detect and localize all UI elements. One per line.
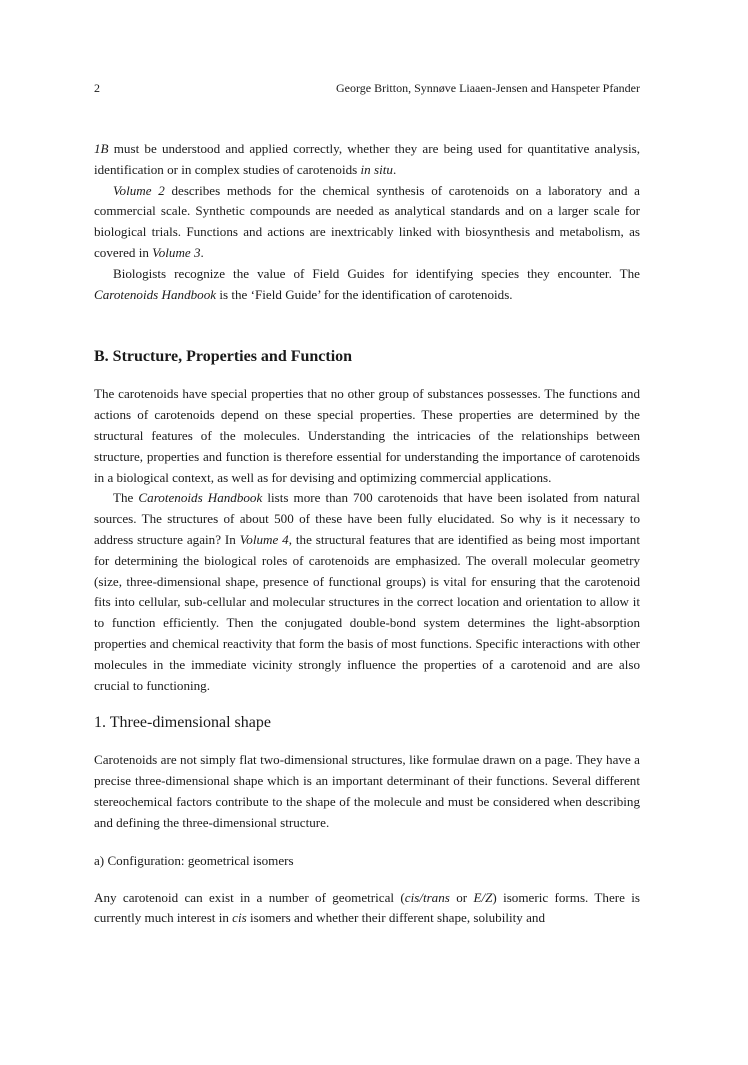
section-1-heading: 1. Three-dimensional shape [94,714,271,732]
section-1a-heading: a) Configuration: geometrical isomers [94,852,294,868]
section-b-paragraph-2: The Carotenoids Handbook lists more than 700 carotenoids that have been isolated from natural sources. The structures of about 500 of these have been fully elucidated. So why is it necessary to address structure again? In Volume 4, the structural features that are identified as being most important for determining the biological roles of carotenoids are emphasized. The overall molecular geometry (size, three-dimensional shape, presence of functional groups) is vital for ensuring that the carotenoid fits into cellular, sub-cellular and molecular structures in the correct location and orientation to allow it to function efficiently. Then the conjugated double-bond system determines the light-absorption properties and chemical reactivity that form the basis of most functions. Specific interactions with other molecules in the immediate vicinity strongly influence the properties of a carotenoid and are also crucial to functioning. [94,490,641,693]
intro-paragraph-3: Biologists recognize the value of Field Guides for identifying species they encounter. The Carotenoids Handbook is the ‘Field Guide’ for the identification of carotenoids. [94,265,640,302]
section-b-paragraph-1: The carotenoids have special properties that no other group of substances possesses. The functions and actions of carotenoids depend on these special properties. These properties are determined by the structural features of the molecules. Understanding the intricacies of the relationships between structure, properties and function is therefore essential for understanding the importance of carotenoids in a biological context, as well as for devising and optimizing commercial applications. [94,386,640,485]
section-1a-paragraph-1: Any carotenoid can exist in a number of geometrical (cis/trans or E/Z) isomeric forms. There is currently much interest in cis isomers and whether their different shape, solubility and [94,889,640,926]
page-number: 2 [94,81,100,95]
intro-paragraph-2: Volume 2 describes methods for the chemical synthesis of carotenoids on a laboratory and a commercial scale. Synthetic compounds are needed as analytical standards and on a larger scale for biological trials. Functions and actions are inextricably linked with biosynthesis and metabolism, as covered in Volume 3. [94,182,640,260]
body-text [94,139,640,929]
intro-paragraph-1: 1B must be understood and applied correctly, whether they are being used for quantitative analysis, identification or in complex studies of carotenoids in situ. [94,141,640,177]
section-1-paragraph-1: Carotenoids are not simply flat two-dimensional structures, like formulae drawn on a page. They have a precise three-dimensional shape which is an important determinant of their functions. Several different stereochemical factors contribute to the shape of the molecule and must be considered when describing and defining the three-dimensional structure. [94,752,640,830]
section-b-heading: B. Structure, Properties and Function [94,348,353,366]
running-header-authors: George Britton, Synnøve Liaaen-Jensen and Hanspeter Pfander [335,81,640,95]
